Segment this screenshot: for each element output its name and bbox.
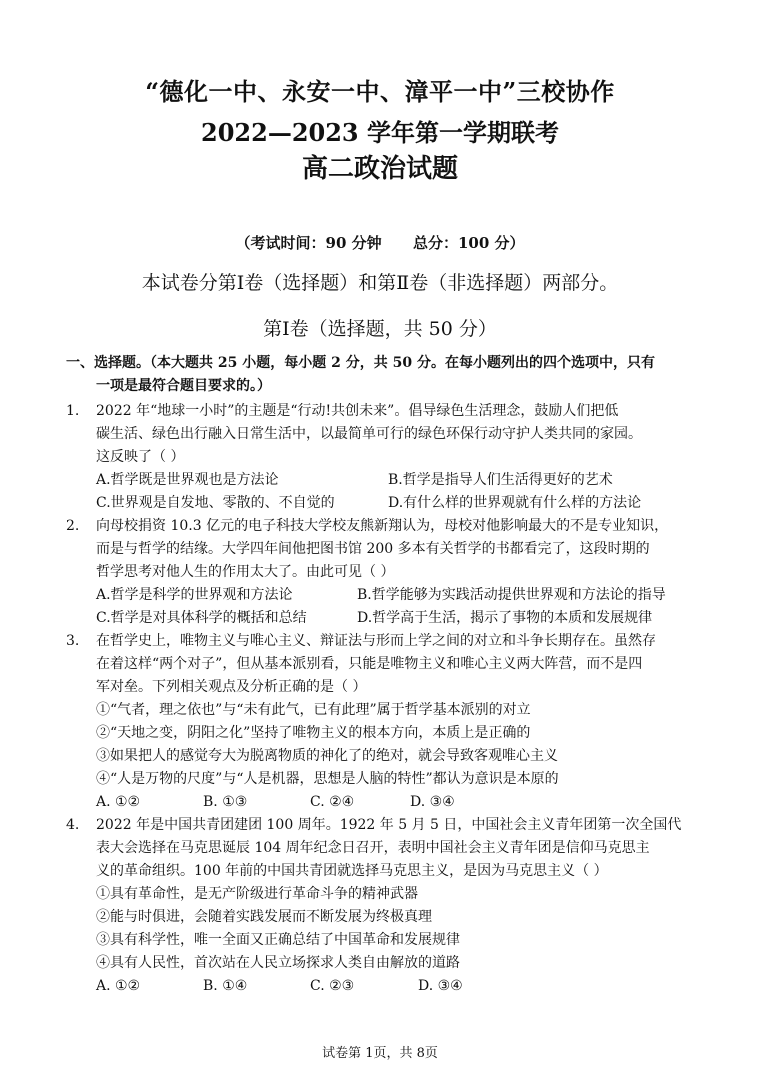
choice-a: A. ①② <box>96 794 141 810</box>
statement-item: ③如果把人的感觉夸大为脱离物质的神化了的绝对，就会导致客观唯心主义 <box>96 748 558 764</box>
option-b: B.哲学是指导人们生活得更好的艺术 <box>388 472 613 488</box>
option-d: D.哲学高于生活，揭示了事物的本质和发展规律 <box>357 610 653 626</box>
choice-c: C. ②④ <box>310 794 355 810</box>
question-stem-line: 这反映了（ ） <box>96 449 185 465</box>
choice-d: D. ③④ <box>418 978 463 994</box>
option-c: C.哲学是对具体科学的概括和总结 <box>96 610 307 626</box>
question-stem-line: 哲学思考对他人生的作用太大了。由此可见（ ） <box>96 564 395 580</box>
question-number: 1. <box>66 403 80 419</box>
choice-c: C. ②③ <box>310 978 355 994</box>
question-number: 2. <box>66 518 80 534</box>
question-stem-line: 义的革命组织。100 年前的中国共青团就选择马克思主义，是因为马克思主义（ ） <box>96 863 608 879</box>
part-one-title: 第Ⅰ卷（选择题，共 50 分） <box>263 318 497 340</box>
question-number: 3. <box>66 633 80 649</box>
choice-a: A. ①② <box>96 978 141 994</box>
question-stem-line: 碳生活、绿色出行融入日常生活中，以最简单可行的绿色环保行动守护人类共同的家园。 <box>96 426 642 442</box>
section-heading: 一、选择题。（本大题共 25 小题，每小题 2 分，共 50 分。在每小题列出的四个选项中，只有 <box>66 355 655 371</box>
section-heading-cont: 一项是最符合题目要求的。） <box>96 378 271 394</box>
exam-term-title: 2022—2023 学年第一学期联考 <box>201 118 559 147</box>
statement-item: ③具有科学性，唯一全面又正确总结了中国革命和发展规律 <box>96 932 460 948</box>
exam-info: （考试时间：90 分钟 总分：100 分） <box>235 234 525 252</box>
statement-item: ②能与时俱进，会随着实践发展而不断发展为终极真理 <box>96 909 432 925</box>
school-title: “德化一中、永安一中、漳平一中”三校协作 <box>145 77 615 106</box>
statement-item: ④具有人民性，首次站在人民立场探求人类自由解放的道路 <box>96 955 460 971</box>
option-a: A.哲学既是世界观也是方法论 <box>96 472 279 488</box>
question-stem-line: 在着这样“两个对子”，但从基本派别看，只能是唯物主义和唯心主义两大阵营，而不是四 <box>96 656 643 672</box>
question-stem-line: 在哲学史上，唯物主义与唯心主义、辩证法与形而上学之间的对立和斗争长期存在。虽然存 <box>96 633 656 649</box>
choice-d: D. ③④ <box>410 794 455 810</box>
question-stem-line: 2022 年是中国共青团建团 100 周年。1922 年 5 月 5 日，中国社会主义青年团第一次全国代 <box>96 817 682 833</box>
question-stem-line: 表大会选择在马克思诞辰 104 周年纪念日召开，表明中国社会主义青年团是信仰马克思主 <box>96 840 650 856</box>
question-stem-line: 向母校捐资 10.3 亿元的电子科技大学校友熊新翔认为，母校对他影响最大的不是专业知识， <box>96 518 669 534</box>
choice-b: B. ①③ <box>203 794 248 810</box>
question-number: 4. <box>66 817 80 833</box>
statement-item: ①“气者，理之依也”与“未有此气，已有此理”属于哲学基本派别的对立 <box>96 702 531 718</box>
option-a: A.哲学是科学的世界观和方法论 <box>96 587 293 603</box>
statement-item: ①具有革命性，是无产阶级进行革命斗争的精神武器 <box>96 886 418 902</box>
option-b: B.哲学能够为实践活动提供世界观和方法论的指导 <box>357 587 666 603</box>
subject-title: 高二政治试题 <box>301 154 458 184</box>
page-footer: 试卷第 1页，共 8页 <box>322 1046 438 1061</box>
question-stem-line: 2022 年“地球一小时”的主题是“行动!共创未来”。倡导绿色生活理念，鼓励人们把低 <box>96 403 619 419</box>
paper-intro: 本试卷分第Ⅰ卷（选择题）和第Ⅱ卷（非选择题）两部分。 <box>141 272 619 294</box>
statement-item: ②“天地之变，阴阳之化”坚持了唯物主义的根本方向，本质上是正确的 <box>96 725 531 741</box>
option-d: D.有什么样的世界观就有什么样的方法论 <box>388 495 642 511</box>
statement-item: ④“人是万物的尺度”与“人是机器，思想是人脑的特性”都认为意识是本原的 <box>96 771 559 787</box>
question-stem-line: 军对垒。下列相关观点及分析正确的是（ ） <box>96 679 367 695</box>
question-stem-line: 而是与哲学的结缘。大学四年间他把图书馆 200 多本有关哲学的书都看完了，这段时期的 <box>96 541 650 557</box>
option-c: C.世界观是自发地、零散的、不自觉的 <box>96 495 335 511</box>
choice-b: B. ①④ <box>203 978 248 994</box>
